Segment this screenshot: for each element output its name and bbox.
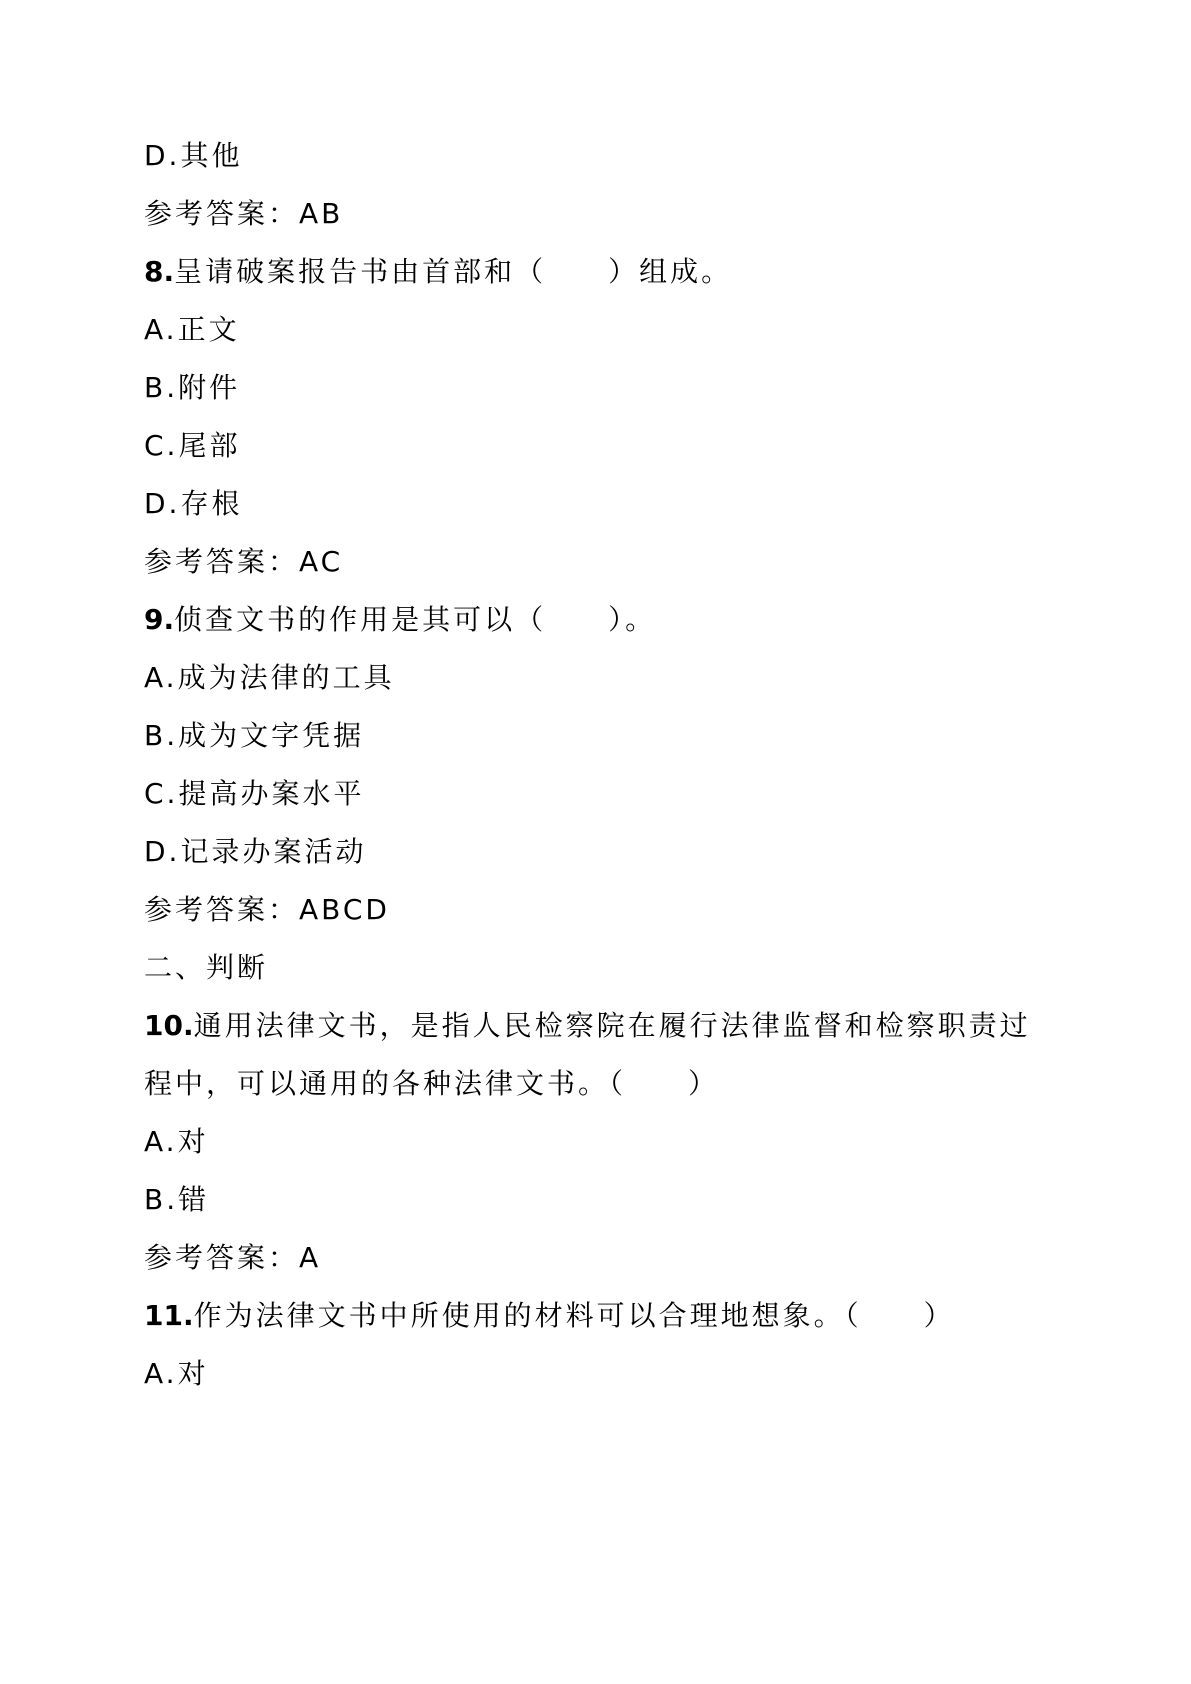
q8-option-b: B.附件 bbox=[144, 371, 241, 404]
question-number: 10. bbox=[144, 1009, 194, 1042]
question-number: 8. bbox=[144, 255, 175, 288]
q8-option-a: A.正文 bbox=[144, 313, 240, 346]
answer-10: 参考答案：A bbox=[144, 1241, 322, 1274]
answer-8: 参考答案：AC bbox=[144, 545, 344, 578]
question-11 bbox=[144, 1296, 1084, 1336]
question-9 bbox=[144, 600, 1084, 640]
question-10 bbox=[144, 1006, 1084, 1046]
q9-option-c: C.提高办案水平 bbox=[144, 777, 365, 810]
question-stem: 侦查文书的作用是其可以（ ）。 bbox=[174, 603, 657, 636]
question-number: 11. bbox=[144, 1299, 194, 1332]
question-number: 9. bbox=[144, 603, 175, 636]
option-d-other: D.其他 bbox=[144, 139, 243, 172]
question-stem-line1: 通用法律文书，是指人民检察院在履行法律监督和检察职责过 bbox=[193, 1009, 1031, 1042]
question-stem: 作为法律文书中所使用的材料可以合理地想象。（ ） bbox=[193, 1299, 955, 1332]
q11-option-a: A.对 bbox=[144, 1357, 209, 1390]
question-8 bbox=[144, 252, 1084, 292]
answer-7: 参考答案：AB bbox=[144, 197, 344, 230]
answer-9: 参考答案：ABCD bbox=[144, 893, 390, 926]
q9-option-d: D.记录办案活动 bbox=[144, 835, 367, 868]
question-stem: 呈请破案报告书由首部和（ ）组成。 bbox=[174, 255, 733, 288]
q10-option-b: B.错 bbox=[144, 1183, 210, 1216]
q9-option-b: B.成为文字凭据 bbox=[144, 719, 365, 752]
q10-option-a: A.对 bbox=[144, 1125, 209, 1158]
q8-option-c: C.尾部 bbox=[144, 429, 241, 462]
q8-option-d: D.存根 bbox=[144, 487, 243, 520]
question-10-continued: 程中，可以通用的各种法律文书。（ ） bbox=[144, 1067, 720, 1100]
q9-option-a: A.成为法律的工具 bbox=[144, 661, 395, 694]
section-title: 二、判断 bbox=[144, 951, 269, 984]
